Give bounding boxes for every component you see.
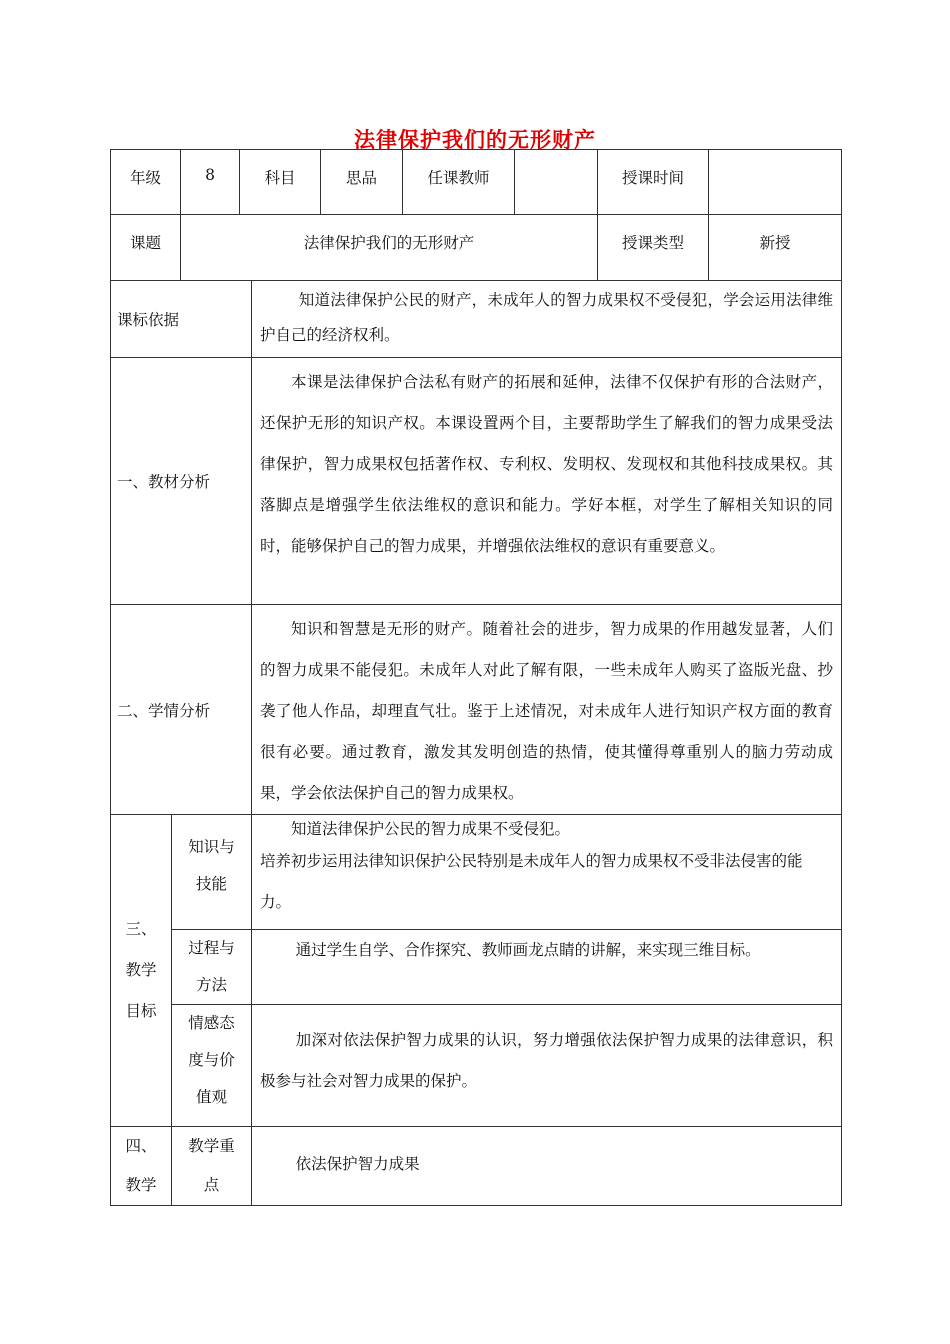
teacher-value [515, 150, 598, 215]
knowledge-label [172, 815, 252, 930]
textbook-label: 一、教材分析 [111, 358, 252, 605]
topic-label: 课题 [111, 215, 181, 281]
subject-value: 思品 [321, 150, 403, 215]
knowledge-line2: 培养初步运用法律知识保护公民特别是未成年人的智力成果权不受非法侵害的能力。 [260, 852, 803, 911]
time-value [709, 150, 842, 215]
students-text: 知识和智慧是无形的财产。随着社会的进步，智力成果的作用越发显著，人们的智力成果不能侵犯。未成年人对此了解有限，一些未成年人购买了盗版光盘、抄袭了他人作品，却理直气壮。鉴于上述情况，对未成年人进行知识产权方面的教育很有必要。通过教育，激发其发明创造的热情，使其懂得尊重别人的脑力劳动成果，学会依法保护自己的智力成果权。 [260, 620, 834, 802]
goal-knowledge-row [111, 815, 842, 930]
emotion-label-line: 度与价 [188, 1051, 235, 1069]
students-label: 二、学情分析 [111, 605, 252, 815]
goals-label-line: 三、 [125, 920, 157, 938]
emotion-text: 加深对依法保护智力成果的认识，努力增强依法保护智力成果的法律意识，积极参与社会对智力成果的保护。 [260, 1030, 834, 1090]
focus-sub-label-line: 点 [203, 1176, 220, 1194]
goals-label-line: 教学 [125, 961, 157, 979]
goals-label [111, 815, 172, 1127]
grade-value: 8 [181, 150, 240, 215]
grade-label: 年级 [111, 150, 181, 215]
subject-label: 科目 [240, 150, 321, 215]
goal-process-row [111, 930, 842, 1005]
teacher-label: 任课教师 [403, 150, 515, 215]
knowledge-label-line: 知识与 [188, 838, 235, 856]
standard-label: 课标依据 [111, 281, 252, 358]
standard-row [111, 281, 842, 358]
focus-label [111, 1127, 172, 1206]
emotion-label-line: 值观 [196, 1088, 228, 1106]
knowledge-label-line: 技能 [196, 875, 228, 893]
page-title: 法律保护我们的无形财产 [354, 128, 596, 152]
standard-text: 知道法律保护公民的财产，未成年人的智力成果权不受侵犯，学会运用法律维护自己的经济权利。 [260, 291, 834, 344]
process-text: 通过学生自学、合作探究、教师画龙点睛的讲解，来实现三维目标。 [295, 941, 761, 959]
topic-value: 法律保护我们的无形财产 [181, 215, 598, 281]
emotion-label-line: 情感态 [188, 1014, 235, 1032]
process-label-line: 方法 [196, 976, 228, 994]
focus-row [111, 1127, 842, 1206]
focus-sub-label [172, 1127, 252, 1206]
goal-emotion-row [111, 1005, 842, 1127]
goals-label-line: 目标 [125, 1002, 157, 1020]
knowledge-line1: 知道法律保护公民的智力成果不受侵犯。 [291, 820, 571, 838]
students-row [111, 605, 842, 815]
focus-text: 依法保护智力成果 [295, 1155, 420, 1173]
emotion-label [172, 1005, 252, 1127]
textbook-row [111, 358, 842, 605]
time-label: 授课时间 [598, 150, 709, 215]
process-label-line: 过程与 [188, 939, 235, 957]
header-row [111, 150, 842, 215]
topic-row [111, 215, 842, 281]
type-value: 新授 [709, 215, 842, 281]
process-label [172, 930, 252, 1005]
textbook-text: 本课是法律保护合法私有财产的拓展和延伸，法律不仅保护有形的合法财产，还保护无形的知识产权。本课设置两个目，主要帮助学生了解我们的智力成果受法律保护，智力成果权包括著作权、专利权、发明权、发现权和其他科技成果权。其落脚点是增强学生依法维权的意识和能力。学好本框，对学生了解相关知识的同时，能够保护自己的智力成果，并增强依法维权的意识有重要意义。 [260, 373, 834, 555]
lesson-plan-table [110, 149, 842, 1206]
type-label: 授课类型 [598, 215, 709, 281]
focus-label-line: 四、 [125, 1137, 157, 1155]
focus-sub-label-line: 教学重 [188, 1137, 235, 1155]
focus-label-line: 教学 [125, 1176, 157, 1194]
